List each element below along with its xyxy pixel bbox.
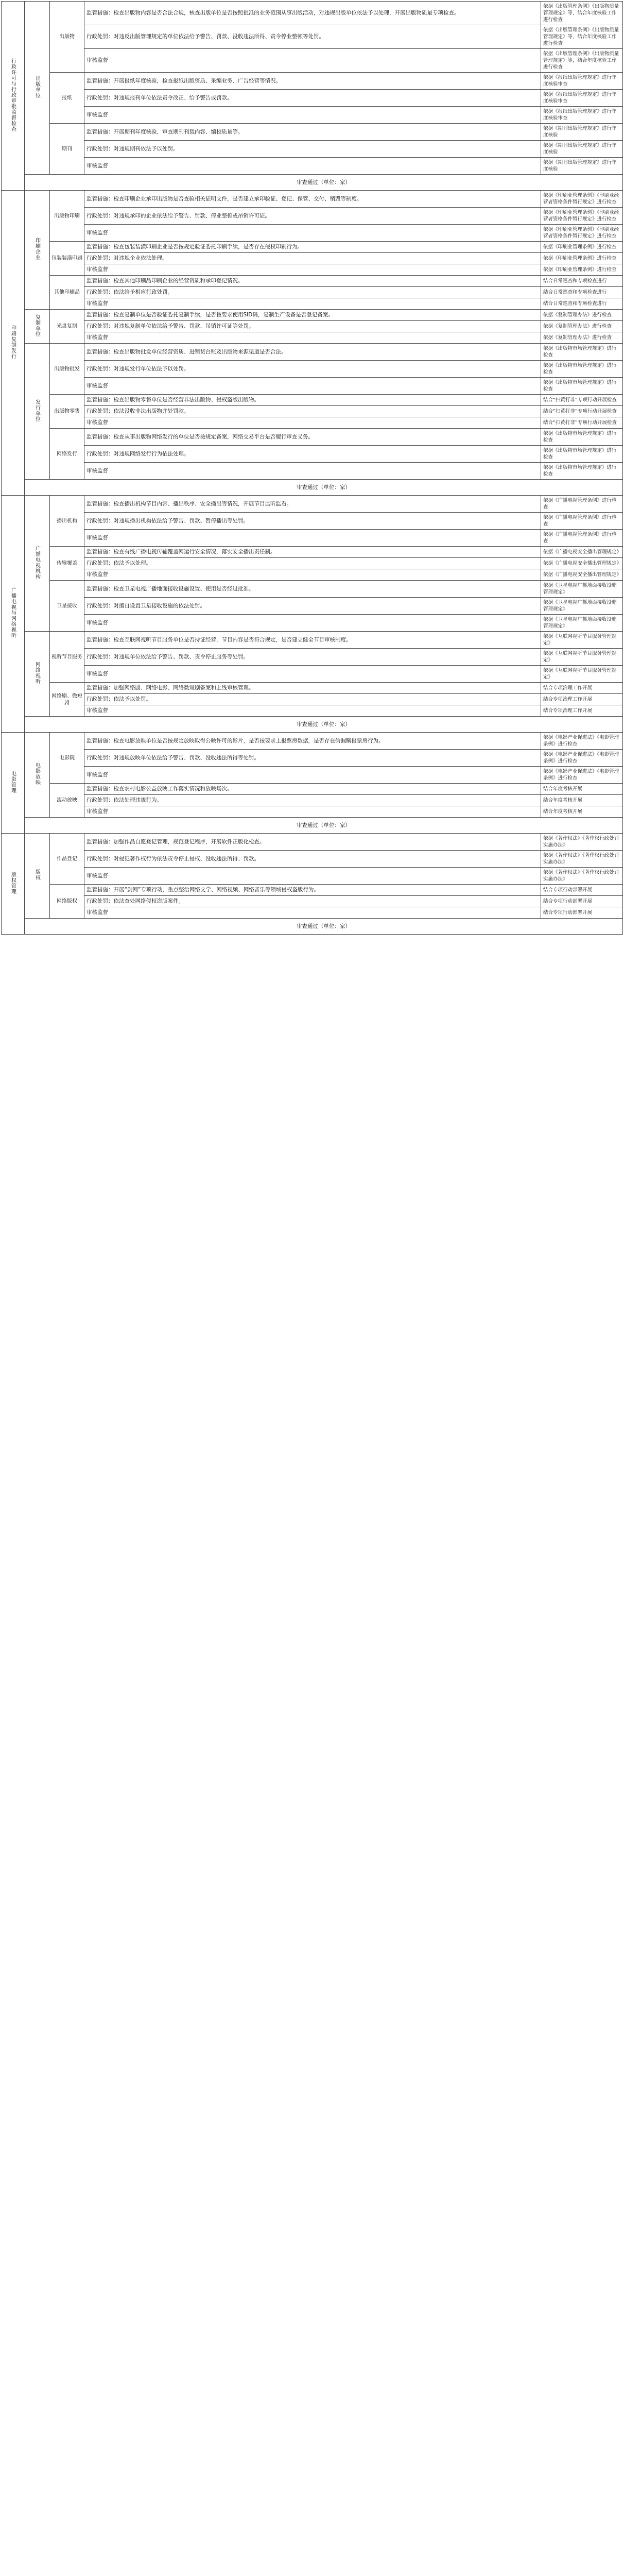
table-row <box>2 25 623 49</box>
table-row <box>2 253 623 264</box>
subtotal-cell: 审查通过（单位：家） <box>25 480 623 496</box>
table-row <box>2 361 623 378</box>
subgroup-cell <box>25 2 50 175</box>
table-row <box>2 496 623 513</box>
measure-text: 监管措施：检查其他印刷品印刷企业的经营资质和承印登记情况。 <box>84 276 541 287</box>
group-cell <box>2 733 25 834</box>
table-row <box>2 632 623 649</box>
note-cell: 依据《复制管理办法》进行检查 <box>541 332 623 344</box>
supervision-table <box>1 1 623 935</box>
note-cell: 依据《广播电视安全播出管理规定》 <box>541 569 623 581</box>
category-cell: 报纸 <box>50 73 84 124</box>
table-row <box>2 124 623 141</box>
table-row <box>2 694 623 705</box>
note-cell: 结合专项治理工作开展 <box>541 694 623 705</box>
table-row <box>2 558 623 569</box>
group-cell <box>2 2 25 191</box>
supervise-text: 审核监督 <box>84 49 541 73</box>
subtotal-row <box>2 175 623 191</box>
subtotal-cell: 审查通过（单位：家） <box>25 919 623 935</box>
category-cell: 出版物 <box>50 2 84 73</box>
category-cell: 播出机构 <box>50 496 84 547</box>
penalty-text: 行政处罚：依法予以处罚。 <box>84 694 541 705</box>
subtotal-cell: 审查通过（单位：家） <box>25 818 623 834</box>
category-cell: 流动放映 <box>50 784 84 818</box>
note-cell: 依据《卫星电视广播地面接收设施管理规定》 <box>541 581 623 598</box>
table-row <box>2 868 623 885</box>
category-cell: 其他印刷品 <box>50 276 84 310</box>
measure-text: 监管措施：开展“剑网”专项行动，重点整治网络文学、网络视频、网络音乐等领域侵权盗版行为。 <box>84 885 541 896</box>
table-row <box>2 784 623 795</box>
group-label: 广播电视与网络视听 <box>10 587 16 638</box>
supervise-text: 审核监督 <box>84 158 541 175</box>
table-row <box>2 463 623 480</box>
category-cell: 卫星接收 <box>50 581 84 632</box>
table-body <box>2 2 623 935</box>
subgroup-cell <box>25 191 50 310</box>
category-cell: 出版物批发 <box>50 344 84 395</box>
table-row <box>2 225 623 242</box>
group-cell <box>2 191 25 496</box>
note-cell: 依据《出版物市场管理规定》进行检查 <box>541 378 623 395</box>
note-cell: 结合日常巡查和专项检查进行 <box>541 276 623 287</box>
table-row <box>2 287 623 298</box>
table-row <box>2 851 623 868</box>
table-row <box>2 569 623 581</box>
subtotal-row <box>2 717 623 733</box>
subgroup-label: 网络视听 <box>34 662 40 684</box>
penalty-text: 行政处罚：对侵犯著作权行为依法责令停止侵权、没收违法所得、罚款。 <box>84 851 541 868</box>
table-row <box>2 310 623 321</box>
penalty-text: 行政处罚：对违规网络发行行为依法处理。 <box>84 446 541 463</box>
table-row <box>2 683 623 694</box>
note-cell: 结合“扫黄打非”专项行动开展检查 <box>541 417 623 429</box>
measure-text: 监管措施：检查包装装潢印刷企业是否按规定验证委托印刷手续，是否存在侵权印刷行为。 <box>84 242 541 253</box>
measure-text: 监管措施：检查电影放映单位是否按规定放映取得公映许可的影片，是否按要求上报票房数据，是否存在偷漏瞒报票房行为。 <box>84 733 541 750</box>
note-cell: 依据《广播电视安全播出管理规定》 <box>541 558 623 569</box>
note-cell: 结合专项治理工作开展 <box>541 683 623 694</box>
note-cell: 依据《互联网视听节目服务管理规定》 <box>541 666 623 683</box>
note-cell: 依据《电影产业促进法》《电影管理条例》进行检查 <box>541 767 623 784</box>
note-cell: 依据《卫星电视广播地面接收设施管理规定》 <box>541 598 623 615</box>
subgroup-label: 版权 <box>34 869 40 880</box>
subtotal-row <box>2 818 623 834</box>
note-cell: 依据《互联网视听节目服务管理规定》 <box>541 649 623 666</box>
table-row <box>2 806 623 818</box>
note-cell: 依据《广播电视管理条例》进行检查 <box>541 513 623 530</box>
note-cell: 依据《电影产业促进法》《电影管理条例》进行检查 <box>541 733 623 750</box>
note-cell: 依据《著作权法》《著作权行政处罚实施办法》 <box>541 834 623 851</box>
note-cell: 依据《出版管理条例》《出版物质量管理规定》等，结合年度核验工作进行检查 <box>541 49 623 73</box>
table-row <box>2 446 623 463</box>
penalty-text: 行政处罚：依法予以处理。 <box>84 558 541 569</box>
measure-text: 监管措施：检查有线广播电视传输覆盖网运行安全情况，落实安全播出责任制。 <box>84 547 541 558</box>
table-row <box>2 321 623 332</box>
note-cell: 结合年度考核开展 <box>541 795 623 806</box>
penalty-text: 行政处罚：对违规期刊依法予以处罚。 <box>84 141 541 158</box>
table-row <box>2 750 623 767</box>
category-cell: 出版物印刷 <box>50 191 84 242</box>
table-row <box>2 49 623 73</box>
category-cell: 光盘复制 <box>50 310 84 344</box>
table-row <box>2 73 623 90</box>
note-cell: 结合日常巡查和专项检查进行 <box>541 287 623 298</box>
note-cell: 依据《期刊出版管理规定》进行年度核验 <box>541 141 623 158</box>
measure-text: 监管措施：检查印刷企业承印出版物是否查验相关证明文件，是否建立承印验证、登记、保管、交付、销毁等制度。 <box>84 191 541 208</box>
penalty-text: 行政处罚：依法给予相应行政处罚。 <box>84 287 541 298</box>
supervise-text: 审核监督 <box>84 264 541 276</box>
note-cell: 结合专项治理工作开展 <box>541 705 623 717</box>
penalty-text: 行政处罚：对擅自设置卫星接收设施的依法处罚。 <box>84 598 541 615</box>
subgroup-cell <box>25 344 50 480</box>
penalty-text: 行政处罚：对违规发行单位依法予以处罚。 <box>84 361 541 378</box>
category-cell: 视听节目服务 <box>50 632 84 683</box>
group-label: 版权管理 <box>10 871 16 894</box>
note-cell: 依据《印刷业管理条例》《印刷业经营者资格条件暂行规定》进行检查 <box>541 191 623 208</box>
note-cell: 依据《互联网视听节目服务管理规定》 <box>541 632 623 649</box>
note-cell: 依据《著作权法》《著作权行政处罚实施办法》 <box>541 868 623 885</box>
table-row <box>2 705 623 717</box>
table-row <box>2 298 623 310</box>
measure-text: 监管措施：检查复制单位是否验证委托复制手续，是否按要求使用SID码，复制生产设备是否登记备案。 <box>84 310 541 321</box>
subgroup-cell <box>25 834 50 919</box>
table-row <box>2 733 623 750</box>
supervise-text: 审核监督 <box>84 615 541 632</box>
measure-text: 监管措施：检查农村电影公益放映工作落实情况和放映场次。 <box>84 784 541 795</box>
table-row <box>2 242 623 253</box>
group-label: 行政许可与行政审批监督检查 <box>10 58 16 132</box>
penalty-text: 行政处罚：对违规企业依法处理。 <box>84 253 541 264</box>
table-row <box>2 834 623 851</box>
table-row <box>2 581 623 598</box>
note-cell: 依据《印刷业管理条例》进行检查 <box>541 253 623 264</box>
supervise-text: 审核监督 <box>84 107 541 124</box>
note-cell: 依据《复制管理办法》进行检查 <box>541 310 623 321</box>
table-row <box>2 191 623 208</box>
table-row <box>2 666 623 683</box>
category-cell: 网络发行 <box>50 429 84 480</box>
supervise-text: 审核监督 <box>84 705 541 717</box>
table-row <box>2 896 623 907</box>
category-cell: 期刊 <box>50 124 84 175</box>
note-cell: 依据《电影产业促进法》《电影管理条例》进行检查 <box>541 750 623 767</box>
penalty-text: 行政处罚：对违规播出机构依法给予警告、罚款、暂停播出等处罚。 <box>84 513 541 530</box>
table-row <box>2 107 623 124</box>
table-row <box>2 513 623 530</box>
table-row <box>2 332 623 344</box>
group-label: 电影管理 <box>10 770 16 793</box>
supervise-text: 审核监督 <box>84 225 541 242</box>
note-cell: 依据《广播电视安全播出管理规定》 <box>541 547 623 558</box>
category-cell: 作品登记 <box>50 834 84 885</box>
category-cell: 电影院 <box>50 733 84 784</box>
measure-text: 监管措施：开展报纸年度核验，检查报纸出版资质、采编业务、广告经营等情况。 <box>84 73 541 90</box>
table-row <box>2 141 623 158</box>
note-cell: 依据《报纸出版管理规定》进行年度核验审查 <box>541 73 623 90</box>
note-cell: 结合专项行动部署开展 <box>541 907 623 919</box>
measure-text: 监管措施：加强网络剧、网络电影、网络微短剧备案和上线审核管理。 <box>84 683 541 694</box>
supervise-text: 审核监督 <box>84 569 541 581</box>
note-cell: 依据《期刊出版管理规定》进行年度核验 <box>541 158 623 175</box>
measure-text: 监管措施：检查从事出版物网络发行的单位是否按规定备案，网络交易平台是否履行审查义务。 <box>84 429 541 446</box>
note-cell: 结合年度考核开展 <box>541 784 623 795</box>
table-row <box>2 90 623 107</box>
note-cell: 结合专项行动部署开展 <box>541 885 623 896</box>
subtotal-row <box>2 480 623 496</box>
note-cell: 结合年度考核开展 <box>541 806 623 818</box>
table-row <box>2 2 623 25</box>
table-row <box>2 615 623 632</box>
table-row <box>2 649 623 666</box>
penalty-text: 行政处罚：依法没收非法出版物并处罚款。 <box>84 406 541 417</box>
penalty-text: 行政处罚：对违规承印的企业依法给予警告、罚款、停业整顿或吊销许可证。 <box>84 208 541 225</box>
table-row <box>2 264 623 276</box>
note-cell: 依据《著作权法》《著作权行政处罚实施办法》 <box>541 851 623 868</box>
supervise-text: 审核监督 <box>84 868 541 885</box>
table-row <box>2 395 623 406</box>
penalty-text: 行政处罚：对违规复制单位依法给予警告、罚款、吊销许可证等处罚。 <box>84 321 541 332</box>
table-row <box>2 276 623 287</box>
note-cell: 依据《出版物市场管理规定》进行检查 <box>541 463 623 480</box>
note-cell: 依据《印刷业管理条例》进行检查 <box>541 242 623 253</box>
table-row <box>2 547 623 558</box>
note-cell: 结合专项行动部署开展 <box>541 896 623 907</box>
note-cell: 依据《出版物市场管理规定》进行检查 <box>541 429 623 446</box>
subgroup-label: 电影放映 <box>34 762 40 785</box>
subtotal-row <box>2 919 623 935</box>
penalty-text: 行政处罚：对违规放映单位依法给予警告、罚款、没收违法所得等处罚。 <box>84 750 541 767</box>
note-cell: 依据《印刷业管理条例》《印刷业经营者资格条件暂行规定》进行检查 <box>541 208 623 225</box>
note-cell: 结合“扫黄打非”专项行动开展检查 <box>541 395 623 406</box>
group-cell <box>2 834 25 935</box>
table-row <box>2 344 623 361</box>
penalty-text: 行政处罚：依法处理违规行为。 <box>84 795 541 806</box>
penalty-text: 行政处罚：对违规报刊单位依法责令改正、给予警告或罚款。 <box>84 90 541 107</box>
subgroup-label: 发行单位 <box>34 399 40 422</box>
penalty-text: 行政处罚：对违规单位依法给予警告、罚款、责令停止服务等处罚。 <box>84 649 541 666</box>
document <box>1 1 623 935</box>
note-cell: 依据《报纸出版管理规定》进行年度核验审查 <box>541 107 623 124</box>
measure-text: 监管措施：检查出版物内容是否合法合规，核查出版单位是否按照批准的业务范围从事出版活动，对违规出版单位依法予以处理，开展出版物质量专项检查。 <box>84 2 541 25</box>
supervise-text: 审核监督 <box>84 332 541 344</box>
supervise-text: 审核监督 <box>84 378 541 395</box>
measure-text: 监管措施：检查互联网视听节目服务单位是否持证经营，节目内容是否符合规定，是否建立健全节目审核制度。 <box>84 632 541 649</box>
subgroup-label: 印刷企业 <box>34 238 40 260</box>
supervise-text: 审核监督 <box>84 907 541 919</box>
penalty-text: 行政处罚：对违反出版管理规定的单位依法给予警告、罚款、没收违法所得、责令停业整顿等处罚。 <box>84 25 541 49</box>
note-cell: 依据《卫星电视广播地面接收设施管理规定》 <box>541 615 623 632</box>
penalty-text: 行政处罚：依法查处网络侵权盗版案件。 <box>84 896 541 907</box>
table-row <box>2 208 623 225</box>
note-cell: 依据《复制管理办法》进行检查 <box>541 321 623 332</box>
table-row <box>2 767 623 784</box>
table-row <box>2 530 623 547</box>
note-cell: 依据《印刷业管理条例》进行检查 <box>541 264 623 276</box>
supervise-text: 审核监督 <box>84 767 541 784</box>
category-cell: 出版物零售 <box>50 395 84 429</box>
supervise-text: 审核监督 <box>84 530 541 547</box>
category-cell: 网络版权 <box>50 885 84 919</box>
table-row <box>2 907 623 919</box>
subgroup-label: 出版单位 <box>34 75 40 98</box>
supervise-text: 审核监督 <box>84 417 541 429</box>
table-row <box>2 795 623 806</box>
note-cell: 依据《期刊出版管理规定》进行年度核验 <box>541 124 623 141</box>
note-cell: 结合“扫黄打非”专项行动开展检查 <box>541 406 623 417</box>
note-cell: 依据《出版物市场管理规定》进行检查 <box>541 361 623 378</box>
group-cell <box>2 496 25 733</box>
note-cell: 依据《广播电视管理条例》进行检查 <box>541 530 623 547</box>
subgroup-label: 广播电视机构 <box>34 545 40 580</box>
note-cell: 依据《报纸出版管理规定》进行年度核验审查 <box>541 90 623 107</box>
category-cell: 网络剧、微短剧 <box>50 683 84 717</box>
subgroup-cell <box>25 310 50 344</box>
supervise-text: 审核监督 <box>84 298 541 310</box>
table-row <box>2 406 623 417</box>
measure-text: 监管措施：加强作品自愿登记管理，规范登记程序，开展软件正版化检查。 <box>84 834 541 851</box>
note-cell: 依据《广播电视管理条例》进行检查 <box>541 496 623 513</box>
note-cell: 依据《出版管理条例》《出版物质量管理规定》等，结合年度核验工作进行检查 <box>541 2 623 25</box>
subgroup-cell <box>25 733 50 818</box>
note-cell: 结合日常巡查和专项检查进行 <box>541 298 623 310</box>
measure-text: 监管措施：检查播出机构节目内容、播出秩序、安全播出等情况，开展节目监听监看。 <box>84 496 541 513</box>
note-cell: 依据《出版物市场管理规定》进行检查 <box>541 446 623 463</box>
table-row <box>2 598 623 615</box>
supervise-text: 审核监督 <box>84 666 541 683</box>
category-cell: 包装装潢印刷 <box>50 242 84 276</box>
measure-text: 监管措施：检查出版物零售单位是否经营非法出版物、侵权盗版出版物。 <box>84 395 541 406</box>
subtotal-cell: 审查通过（单位：家） <box>25 717 623 733</box>
supervise-text: 审核监督 <box>84 806 541 818</box>
table-row <box>2 417 623 429</box>
measure-text: 监管措施：检查出版物批发单位经营资质、进销货台账及出版物来源渠道是否合法。 <box>84 344 541 361</box>
subgroup-cell <box>25 632 50 717</box>
group-label: 印刷复制发行 <box>10 325 16 359</box>
subtotal-cell: 审查通过（单位：家） <box>25 175 623 191</box>
note-cell: 依据《出版管理条例》《出版物质量管理规定》等，结合年度核验工作进行检查 <box>541 25 623 49</box>
note-cell: 依据《出版物市场管理规定》进行检查 <box>541 344 623 361</box>
supervise-text: 审核监督 <box>84 463 541 480</box>
table-row <box>2 429 623 446</box>
measure-text: 监管措施：检查卫星电视广播地面接收设施设置、使用是否经过批准。 <box>84 581 541 598</box>
category-cell: 传输覆盖 <box>50 547 84 581</box>
table-row <box>2 378 623 395</box>
note-cell: 依据《印刷业管理条例》《印刷业经营者资格条件暂行规定》进行检查 <box>541 225 623 242</box>
subgroup-cell <box>25 496 50 632</box>
table-row <box>2 885 623 896</box>
measure-text: 监管措施：开展期刊年度核验，审查期刊刊载内容、编校质量等。 <box>84 124 541 141</box>
table-row <box>2 158 623 175</box>
subgroup-label: 复制单位 <box>34 314 40 337</box>
